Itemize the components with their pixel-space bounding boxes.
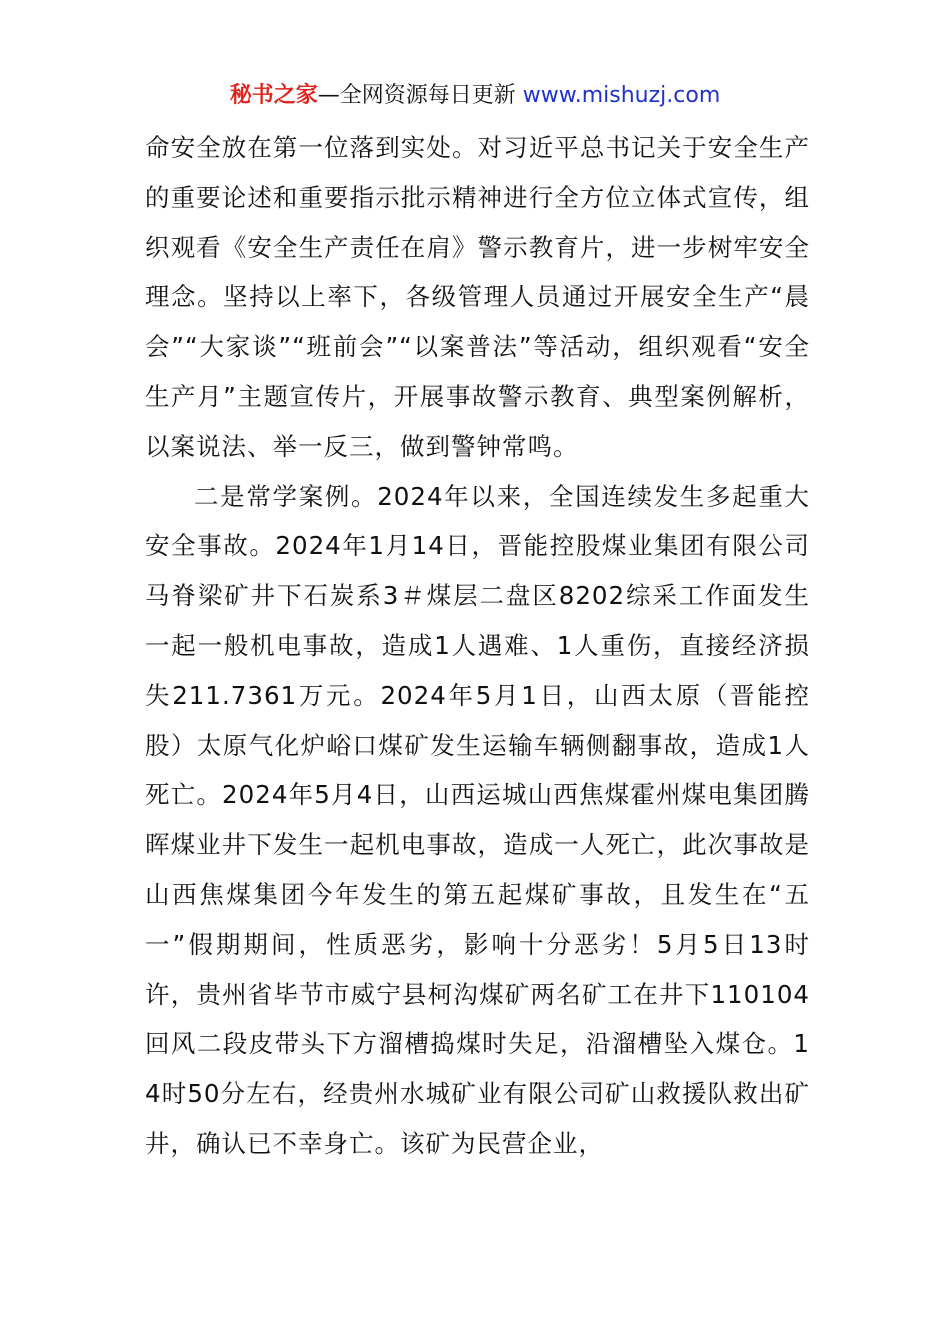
paragraph-safety-education: 命安全放在第一位落到实处。对习近平总书记关于安全生产的重要论述和重要指示批示精神进行全方位立体式宣传，组织观看《安全生产责任在肩》警示教育片，进一步树牢安全理念。坚持以上率下，各级管理人员通过开展安全生产“晨会”“大家谈”“班前会”“以案普法”等活动，组织观看“安全生产月”主题宣传片，开展事故警示教育、典型案例解析，以案说法、举一反三，做到警钟常鸣。	[145, 133, 810, 461]
site-url-link[interactable]: www.mishuzj.com	[522, 83, 721, 108]
document-body	[145, 123, 810, 1169]
header-tagline: —全网资源每日更新	[317, 83, 523, 108]
paragraph-case-study: 二是常学案例。2024年以来，全国连续发生多起重大安全事故。2024年1月14日，晋能控股煤业集团有限公司马脊梁矿井下石炭系3＃煤层二盘区8202综采工作面发生一起一般机电事故，造成1人遇难、1人重伤，直接经济损失211.7361万元。2024年5月1日，山西太原（晋能控股）太原气化炉峪口煤矿发生运输车辆侧翻事故，造成1人死亡。2024年5月4日，山西运城山西焦煤霍州煤电集团腾晖煤业井下发生一起机电事故，造成一人死亡，此次事故是山西焦煤集团今年发生的第五起煤矿事故，且发生在“五一”假期期间，性质恶劣，影响十分恶劣！5月5日13时许，贵州省毕节市威宁县柯沟煤矿两名矿工在井下110104回风二段皮带头下方溜槽捣煤时失足，沿溜槽坠入煤仓。14时50分左右，经贵州水城矿业有限公司矿山救援队救出矿井，确认已不幸身亡。该矿为民营企业，	[145, 481, 810, 1158]
page-header	[0, 80, 950, 112]
brand-name: 秘书之家	[229, 83, 318, 108]
